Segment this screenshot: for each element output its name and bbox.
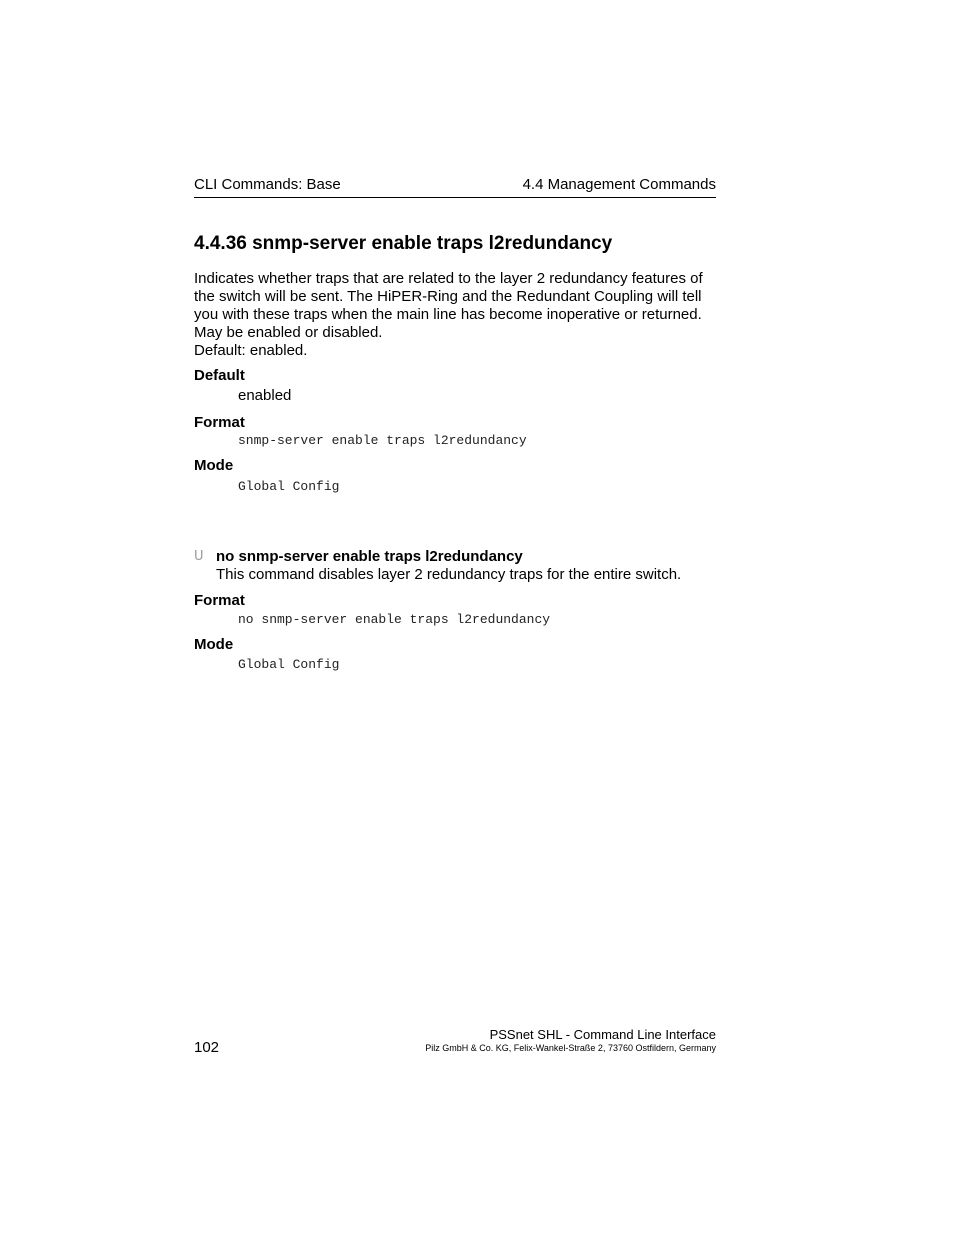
section-title: 4.4.36 snmp-server enable traps l2redundancy — [194, 233, 613, 254]
running-header — [194, 175, 716, 198]
page-number: 102 — [194, 1039, 220, 1056]
subcommand-title: no snmp-server enable traps l2redundancy — [216, 548, 523, 565]
default-label: Default — [194, 367, 245, 384]
format-label: Format — [194, 414, 245, 431]
subcommand-format-label: Format — [194, 592, 245, 609]
format-value: snmp-server enable traps l2redundancy — [238, 433, 527, 448]
bullet-icon: U — [194, 549, 204, 564]
mode-label: Mode — [194, 457, 234, 474]
header-section: 4.4 Management Commands — [522, 176, 716, 193]
description-line: you with these traps when the main line has become inoperative or returned. — [194, 306, 702, 323]
footer-address: Pilz GmbH & Co. KG, Felix-Wankel-Straße 2, 73760 Ostfildern, Germany — [425, 1043, 716, 1053]
description-line: Indicates whether traps that are related to the layer 2 redundancy features of — [194, 270, 703, 287]
subcommand-mode-value: Global Config — [238, 657, 340, 672]
subcommand-mode-label: Mode — [194, 636, 234, 653]
footer-title: PSSnet SHL - Command Line Interface — [489, 1027, 716, 1042]
mode-value: Global Config — [238, 479, 340, 494]
subcommand-format-value: no snmp-server enable traps l2redundancy — [238, 612, 551, 627]
section-description — [194, 270, 724, 360]
description-line: Default: enabled. — [194, 342, 308, 359]
subcommand-description: This command disables layer 2 redundancy traps for the entire switch. — [216, 566, 682, 583]
header-chapter: CLI Commands: Base — [194, 176, 341, 193]
description-line: May be enabled or disabled. — [194, 324, 383, 341]
default-value: enabled — [238, 387, 292, 404]
description-line: the switch will be sent. The HiPER-Ring and the Redundant Coupling will tell — [194, 288, 702, 305]
